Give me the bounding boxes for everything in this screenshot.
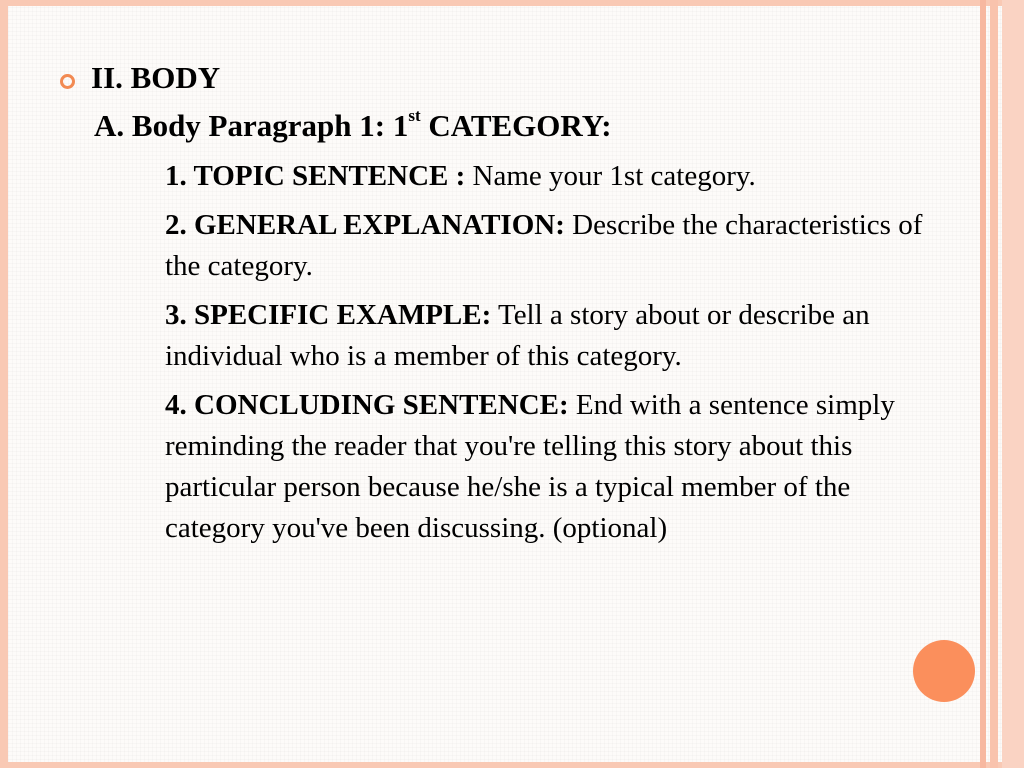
subheading-superscript: st — [408, 106, 421, 125]
item-text: Tell a story about or describe an individual who is a member of this category. — [165, 299, 870, 372]
slide-heading: II. BODY — [91, 60, 221, 95]
item-label: 1. TOPIC SENTENCE : — [165, 160, 466, 192]
subheading-prefix: A. Body Paragraph 1: 1 — [94, 108, 409, 143]
item-label: 3. SPECIFIC EXAMPLE: — [165, 299, 492, 331]
item-text: End with a sentence simply reminding the reader that you're telling this story about this particular person because he/she is a typical member of the category you've been discussing. (optional) — [165, 389, 895, 544]
slide-right-decoration — [980, 0, 1024, 768]
item-label: 2. GENERAL EXPLANATION: — [165, 209, 565, 241]
list-item — [165, 295, 945, 377]
slide-bottom-border — [0, 762, 1024, 768]
list-item — [165, 385, 945, 549]
item-text: Name your 1st category. — [472, 160, 756, 192]
subheading-suffix: CATEGORY: — [420, 108, 612, 143]
item-label: 4. CONCLUDING SENTENCE: — [165, 389, 569, 421]
decorative-circle — [913, 640, 975, 702]
decorative-stripe — [980, 0, 986, 768]
item-list — [165, 156, 945, 557]
decorative-stripe — [990, 0, 998, 768]
slide-left-border — [0, 0, 8, 768]
main-bullet — [60, 58, 960, 98]
list-item — [165, 156, 945, 197]
slide-content — [60, 58, 960, 544]
decorative-stripe — [1002, 0, 1024, 768]
list-item — [165, 205, 945, 287]
item-text: Describe the characteristics of the category. — [165, 209, 923, 282]
circle-bullet-icon — [60, 74, 75, 89]
slide-top-border — [0, 0, 1024, 6]
subheading — [94, 108, 612, 144]
